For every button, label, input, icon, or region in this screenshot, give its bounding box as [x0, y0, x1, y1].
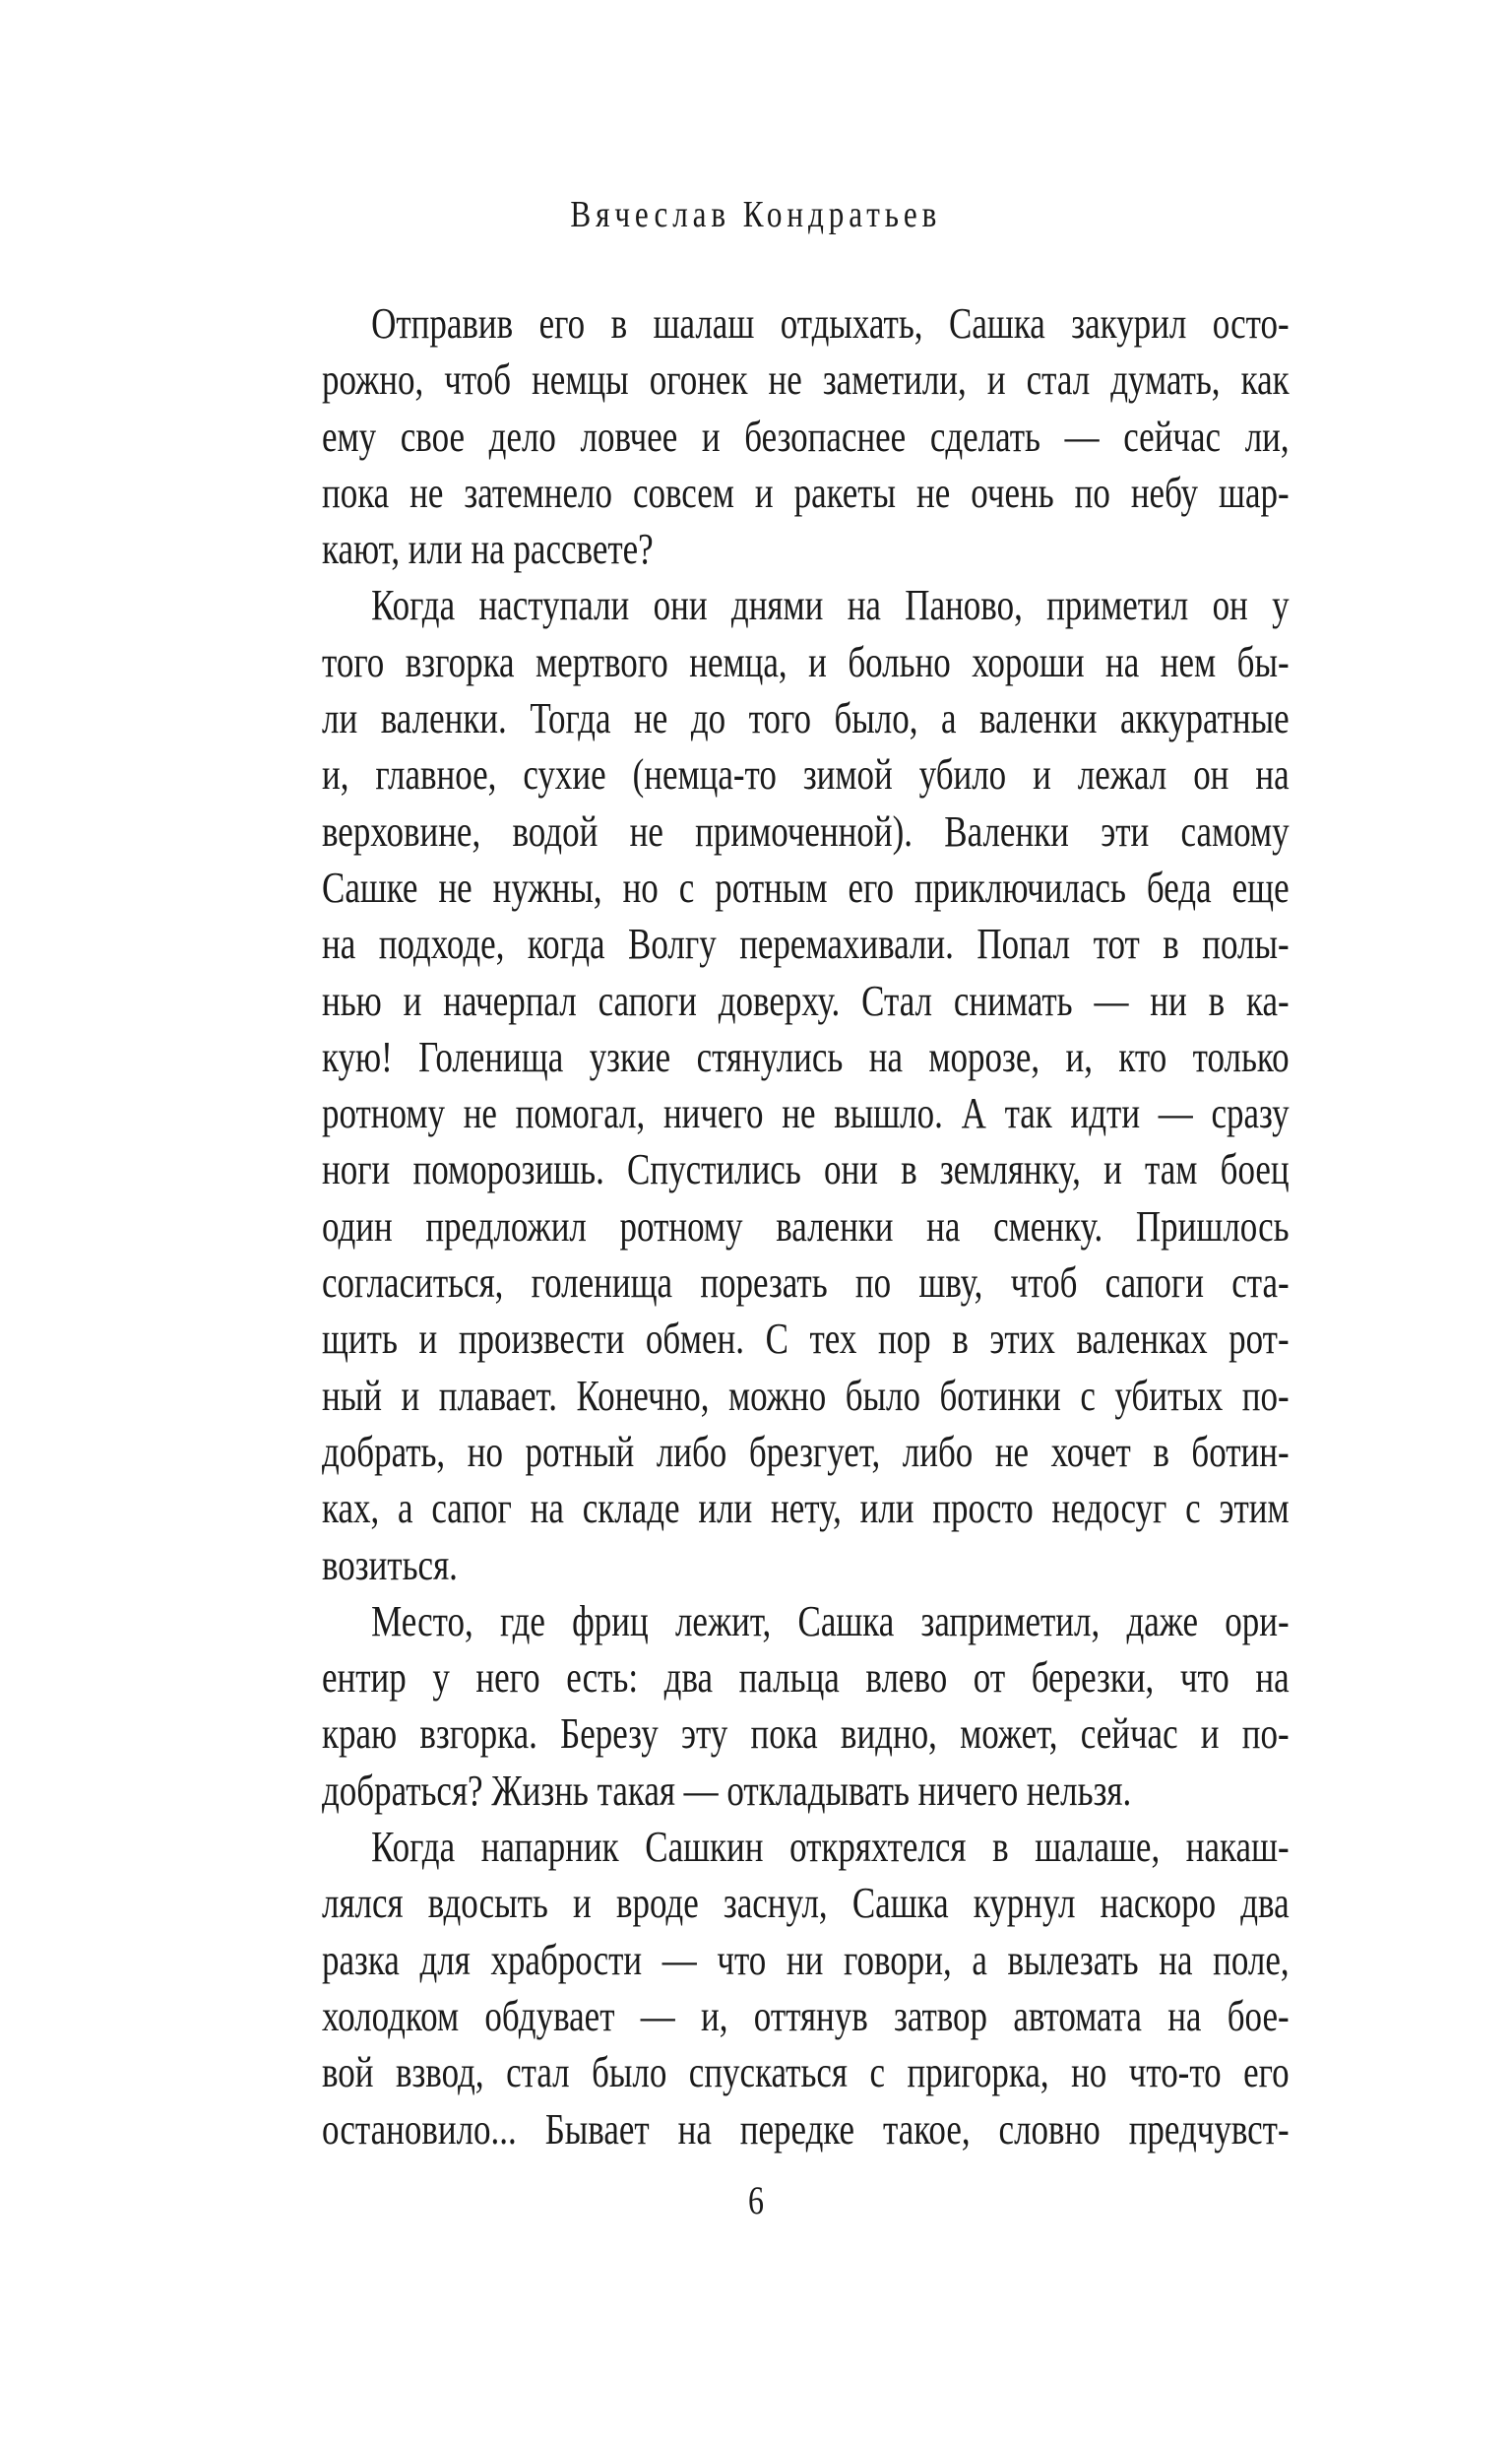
text-line: возиться. [322, 1540, 458, 1589]
page-number [0, 2176, 1512, 2225]
text-line: добраться? Жизнь такая — откладывать ничего нельзя. [322, 1766, 1132, 1815]
text-line: добрать, но ротный либо брезгует, либо не хочет в ботин- [322, 1427, 1290, 1476]
author-name: Вячеслав Кондратьев [570, 194, 942, 235]
text-line: вой взвод, стал было спускаться с пригорка, но что-то его [322, 2048, 1290, 2097]
text-line: краю взгорка. Березу эту пока видно, может, сейчас и по- [322, 1709, 1290, 1759]
text-line: щить и произвести обмен. С тех пор в этих валенках рот- [322, 1315, 1290, 1364]
text-line: пока не затемнело совсем и ракеты не очень по небу шар- [322, 468, 1290, 517]
paragraph [322, 295, 1290, 577]
text-line: ему свое дело ловчее и безопаснее сделать — сейчас ли, [322, 412, 1290, 461]
text-line: разка для храбрости — что ни говори, а вылезать на поле, [322, 1935, 1290, 1984]
text-line: ентир у него есть: два пальца влево от березки, что на [322, 1653, 1290, 1703]
text-line: холодком обдувает — и, оттянув затвор автомата на бое- [322, 1991, 1290, 2040]
text-line: того взгорка мертвого немца, и больно хороши на нем бы- [322, 637, 1290, 686]
text-line: и, главное, сухие (немца-то зимой убило и лежал он на [322, 750, 1290, 800]
text-line: на подходе, когда Волгу перемахивали. Попал тот в полы- [322, 920, 1290, 969]
text-line: кую! Голенища узкие стянулись на морозе, и, кто только [322, 1032, 1290, 1081]
body-text [322, 295, 1290, 2157]
page-number-value: 6 [748, 2178, 764, 2222]
paragraph [322, 577, 1290, 1592]
text-line: Сашке не нужны, но с ротным его приключилась беда еще [322, 863, 1290, 912]
text-line: Отправив его в шалаш отдыхать, Сашка закурил осто- [371, 299, 1290, 348]
text-line: ках, а сапог на складе или нету, или просто недосуг с этим [322, 1484, 1290, 1533]
running-head [0, 193, 1512, 236]
text-line: один предложил ротному валенки на сменку. Пришлось [322, 1201, 1290, 1251]
text-line: лялся вдосыть и вроде заснул, Сашка курнул наскоро два [322, 1879, 1290, 1928]
text-line: ный и плавает. Конечно, можно было ботинки с убитых по- [322, 1371, 1290, 1420]
text-line: ротному не помогал, ничего не вышло. А так идти — сразу [322, 1089, 1290, 1138]
text-line: согласиться, голенища порезать по шву, чтоб сапоги ста- [322, 1258, 1290, 1308]
paragraph [322, 1819, 1290, 2157]
text-line: ли валенки. Тогда не до того было, а валенки аккуратные [322, 694, 1290, 743]
text-line: верховине, водой не примоченной). Валенки эти самому [322, 806, 1290, 856]
text-line: Место, где фриц лежит, Сашка заприметил, даже ори- [371, 1596, 1290, 1645]
text-line: Когда напарник Сашкин откряхтелся в шалаше, накаш- [371, 1823, 1290, 1872]
text-line: Когда наступали они днями на Паново, приметил он у [371, 581, 1290, 630]
text-line: рожно, чтоб немцы огонек не заметили, и стал думать, как [322, 355, 1290, 405]
text-line: остановило... Бывает на передке такое, словно предчувст- [322, 2104, 1290, 2154]
text-line: нью и начерпал сапоги доверху. Стал снимать — ни в ка- [322, 976, 1290, 1025]
text-line: кают, или на рассвете? [322, 525, 654, 574]
paragraph [322, 1593, 1290, 1819]
text-line: ноги поморозишь. Спустились они в землянку, и там боец [322, 1145, 1290, 1194]
